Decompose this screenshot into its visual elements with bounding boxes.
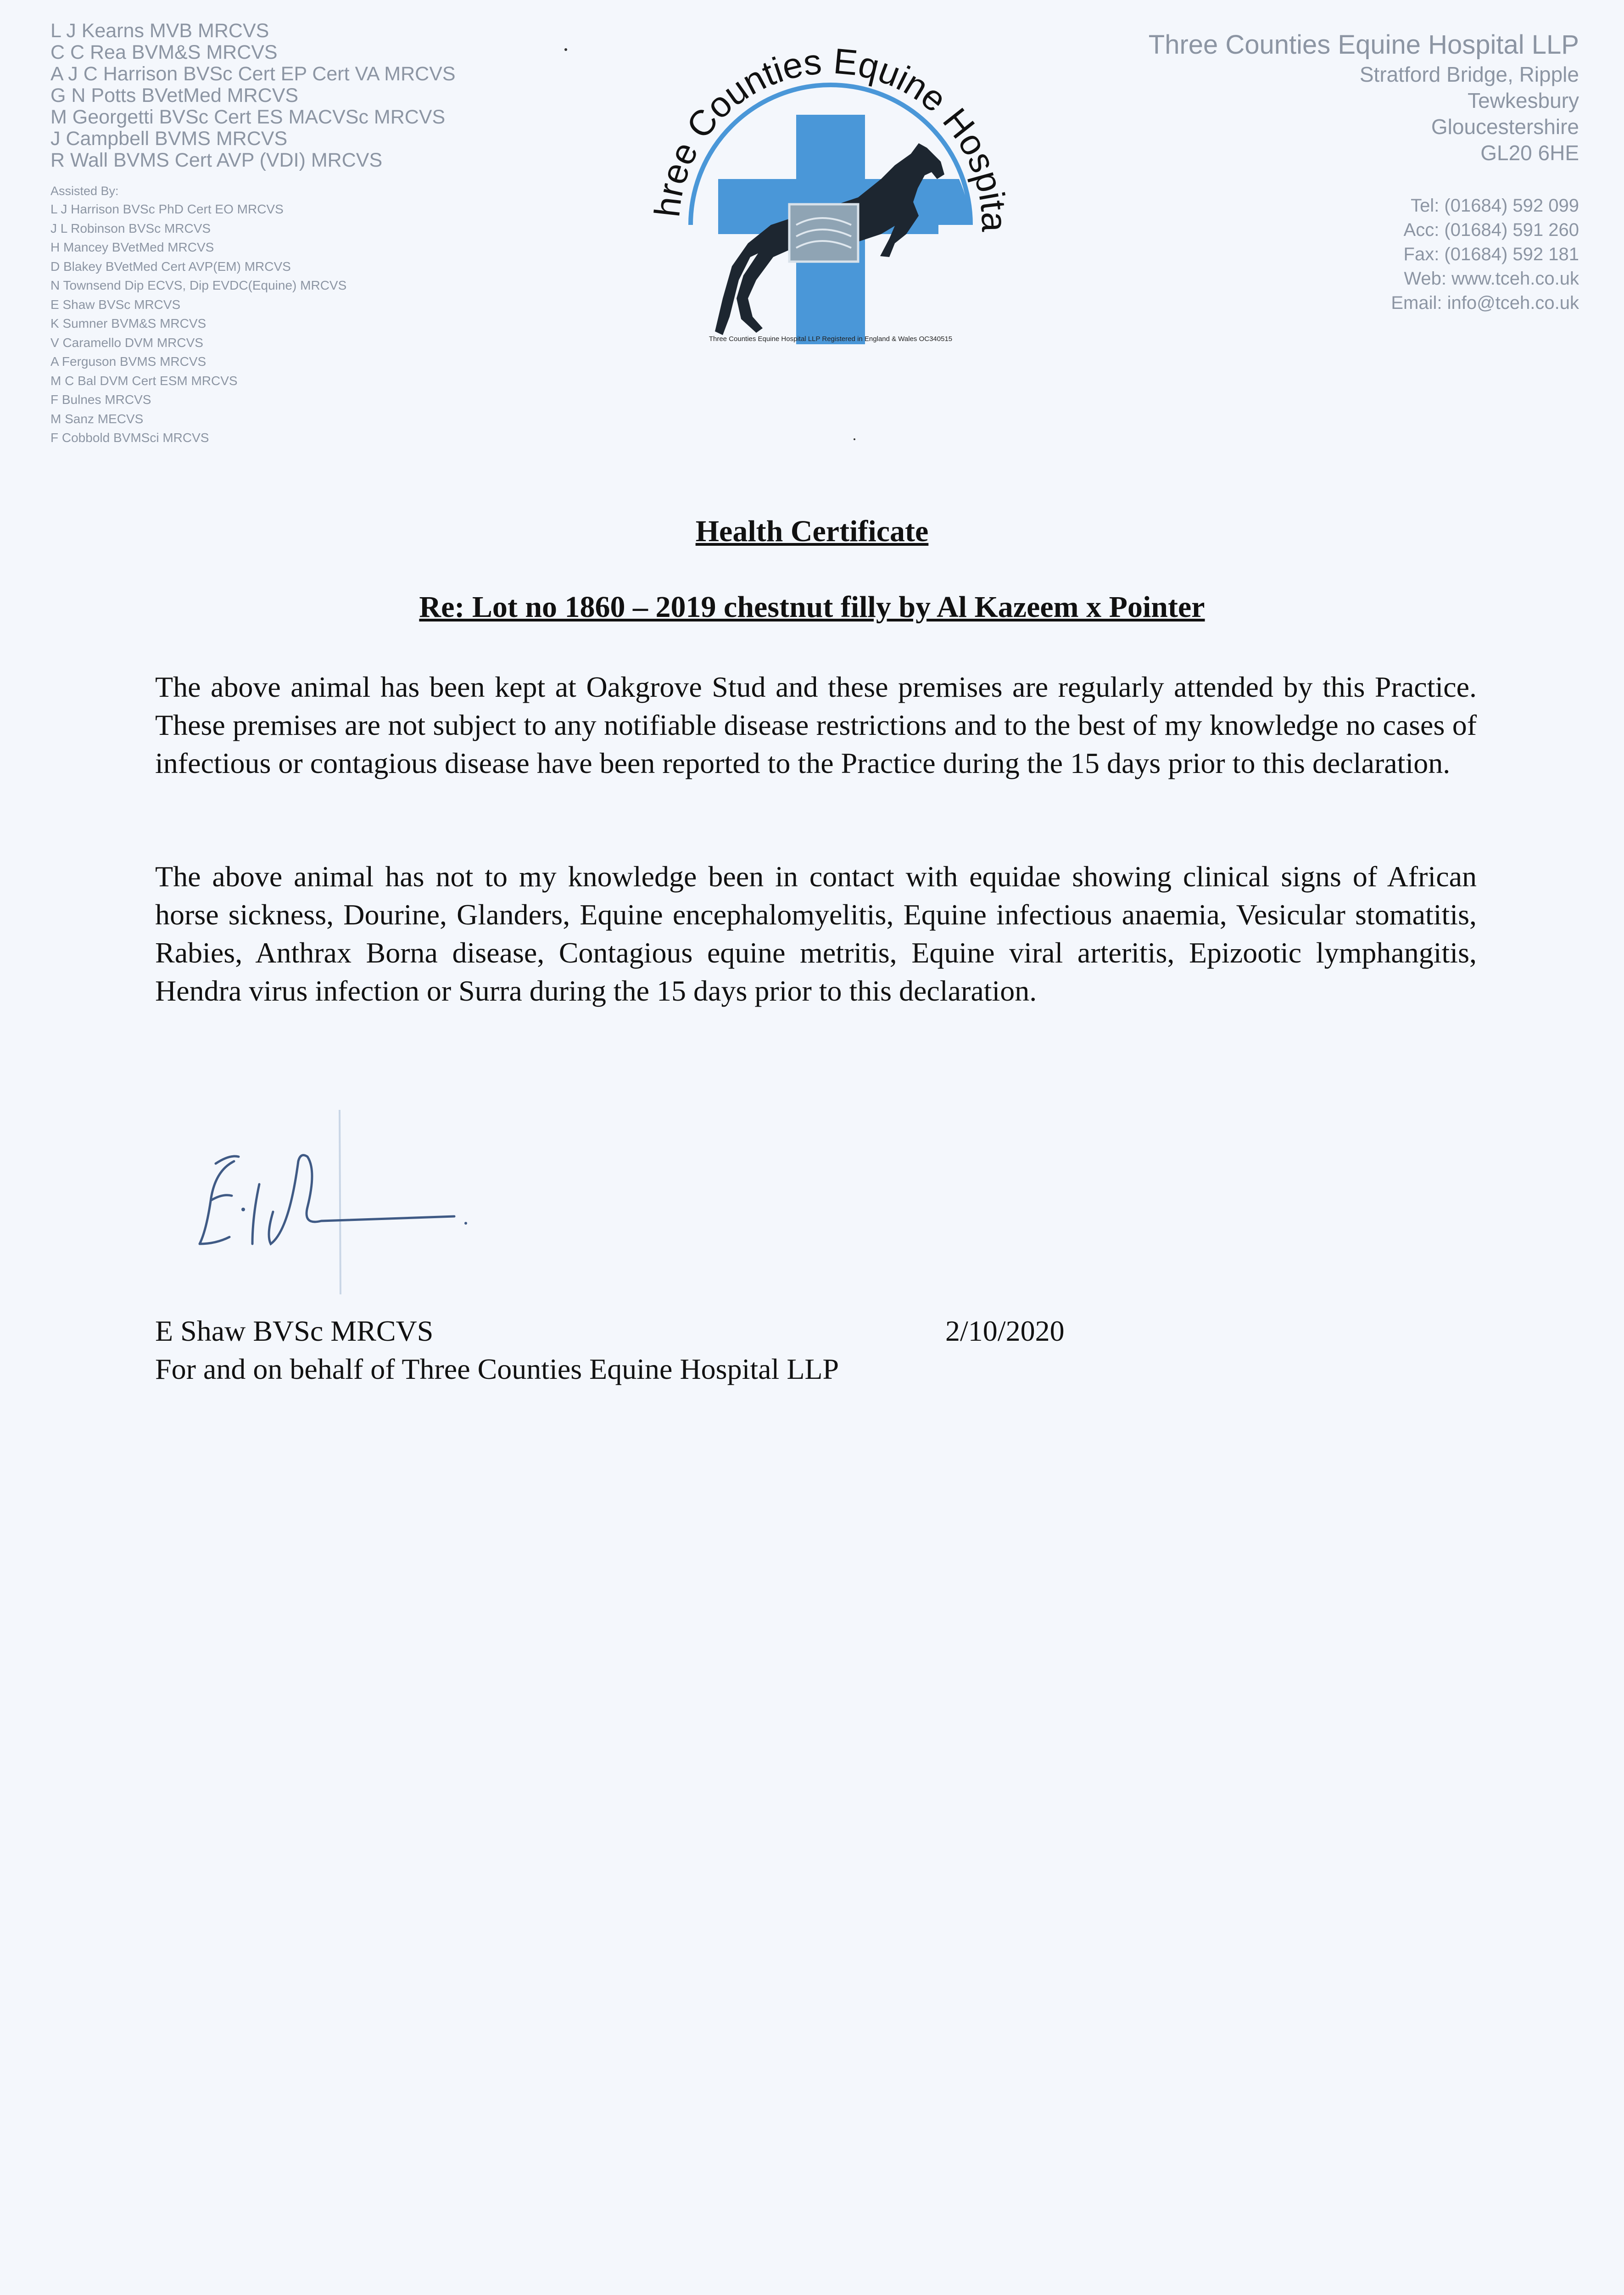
contact-accounts: Acc: (01684) 591 260 bbox=[1403, 220, 1579, 240]
handwritten-signature bbox=[184, 1106, 496, 1294]
signature-date: 2/10/2020 bbox=[945, 1315, 1065, 1347]
assistant-name: J L Robinson BVSc MRCVS bbox=[50, 221, 211, 235]
vet-name: M Georgetti BVSc Cert ES MACVSc MRCVS bbox=[50, 106, 446, 128]
assistant-name: E Shaw BVSc MRCVS bbox=[50, 297, 181, 312]
vet-name: L J Kearns MVB MRCVS bbox=[50, 20, 269, 42]
vet-name: J Campbell BVMS MRCVS bbox=[50, 128, 288, 150]
assistant-name: L J Harrison BVSc PhD Cert EO MRCVS bbox=[50, 202, 284, 216]
address-line: Stratford Bridge, Ripple bbox=[1359, 62, 1579, 86]
assistant-name: A Ferguson BVMS MRCVS bbox=[50, 354, 206, 369]
staff-list bbox=[50, 20, 456, 448]
on-behalf-line: For and on behalf of Three Counties Equine Hospital LLP bbox=[155, 1353, 839, 1385]
certificate-title: Health Certificate bbox=[695, 515, 929, 548]
assistant-name: M Sanz MECVS bbox=[50, 411, 144, 426]
address-line: Gloucestershire bbox=[1431, 115, 1579, 139]
declaration-paragraph-1: The above animal has been kept at Oakgrove Stud and these premises are regularly attended by this Practice. These premises are not subject to any notifiable disease restrictions and to the best of my knowledge no cases of infectious or contagious disease have been reported to the Practice during the 15 days prior to this declaration. bbox=[155, 671, 1477, 779]
assistant-name: F Bulnes MRCVS bbox=[50, 392, 151, 407]
assistant-name: N Townsend Dip ECVS, Dip EVDC(Equine) MRCVS bbox=[50, 278, 347, 292]
hospital-logo bbox=[638, 41, 1023, 358]
vet-name: R Wall BVMS Cert AVP (VDI) MRCVS bbox=[50, 149, 383, 171]
contact-web: Web: www.tceh.co.uk bbox=[1404, 269, 1579, 289]
signer-name: E Shaw BVSc MRCVS bbox=[155, 1315, 434, 1347]
declaration-paragraph-2: The above animal has not to my knowledge been in contact with equidae showing clinical signs of African horse sickness, Dourine, Glanders, Equine encephalomyelitis, Equine infectious anaemia, Vesicular stomatitis, Rabies, Anthrax Borna disease, Contagious equine metritis, Equine viral arteritis, Epizootic lymphangitis, Hendra virus infection or Surra during the 15 days prior to this declaration. bbox=[155, 860, 1477, 1007]
assisted-by-label: Assisted By: bbox=[50, 184, 119, 198]
assistant-list bbox=[50, 200, 456, 448]
assistant-name: D Blakey BVetMed Cert AVP(EM) MRCVS bbox=[50, 259, 291, 274]
assistant-name: M C Bal DVM Cert ESM MRCVS bbox=[50, 373, 238, 388]
assistant-name: V Caramello DVM MRCVS bbox=[50, 335, 203, 350]
contact-fax: Fax: (01684) 592 181 bbox=[1403, 244, 1579, 264]
vet-name: C C Rea BVM&S MRCVS bbox=[50, 41, 278, 63]
company-name: Three Counties Equine Hospital LLP bbox=[1148, 30, 1579, 60]
assistant-name: K Sumner BVM&S MRCVS bbox=[50, 316, 206, 330]
hospital-address bbox=[1149, 28, 1579, 315]
vet-name: A J C Harrison BVSc Cert EP Cert VA MRCVS bbox=[50, 63, 456, 85]
xray-panel bbox=[789, 204, 858, 262]
certificate-subject: Re: Lot no 1860 – 2019 chestnut filly by Al Kazeem x Pointer bbox=[419, 590, 1205, 624]
assistant-name: H Mancey BVetMed MRCVS bbox=[50, 240, 214, 254]
logo-emblem bbox=[638, 41, 1023, 358]
logo-registration: Three Counties Equine Hospital LLP Registered in England & Wales OC340515 bbox=[709, 335, 953, 343]
address-line: Tewkesbury bbox=[1468, 89, 1579, 112]
address-line: GL20 6HE bbox=[1480, 141, 1579, 165]
contact-phone: Tel: (01684) 592 099 bbox=[1411, 196, 1579, 216]
vet-name: G N Potts BVetMed MRCVS bbox=[50, 84, 299, 106]
assistant-name: F Cobbold BVMSci MRCVS bbox=[50, 431, 209, 445]
contact-email: Email: info@tceh.co.uk bbox=[1391, 293, 1579, 313]
vet-list bbox=[50, 20, 456, 171]
logo-ring-text: hree Counties Equine Hospita bbox=[647, 41, 1015, 232]
